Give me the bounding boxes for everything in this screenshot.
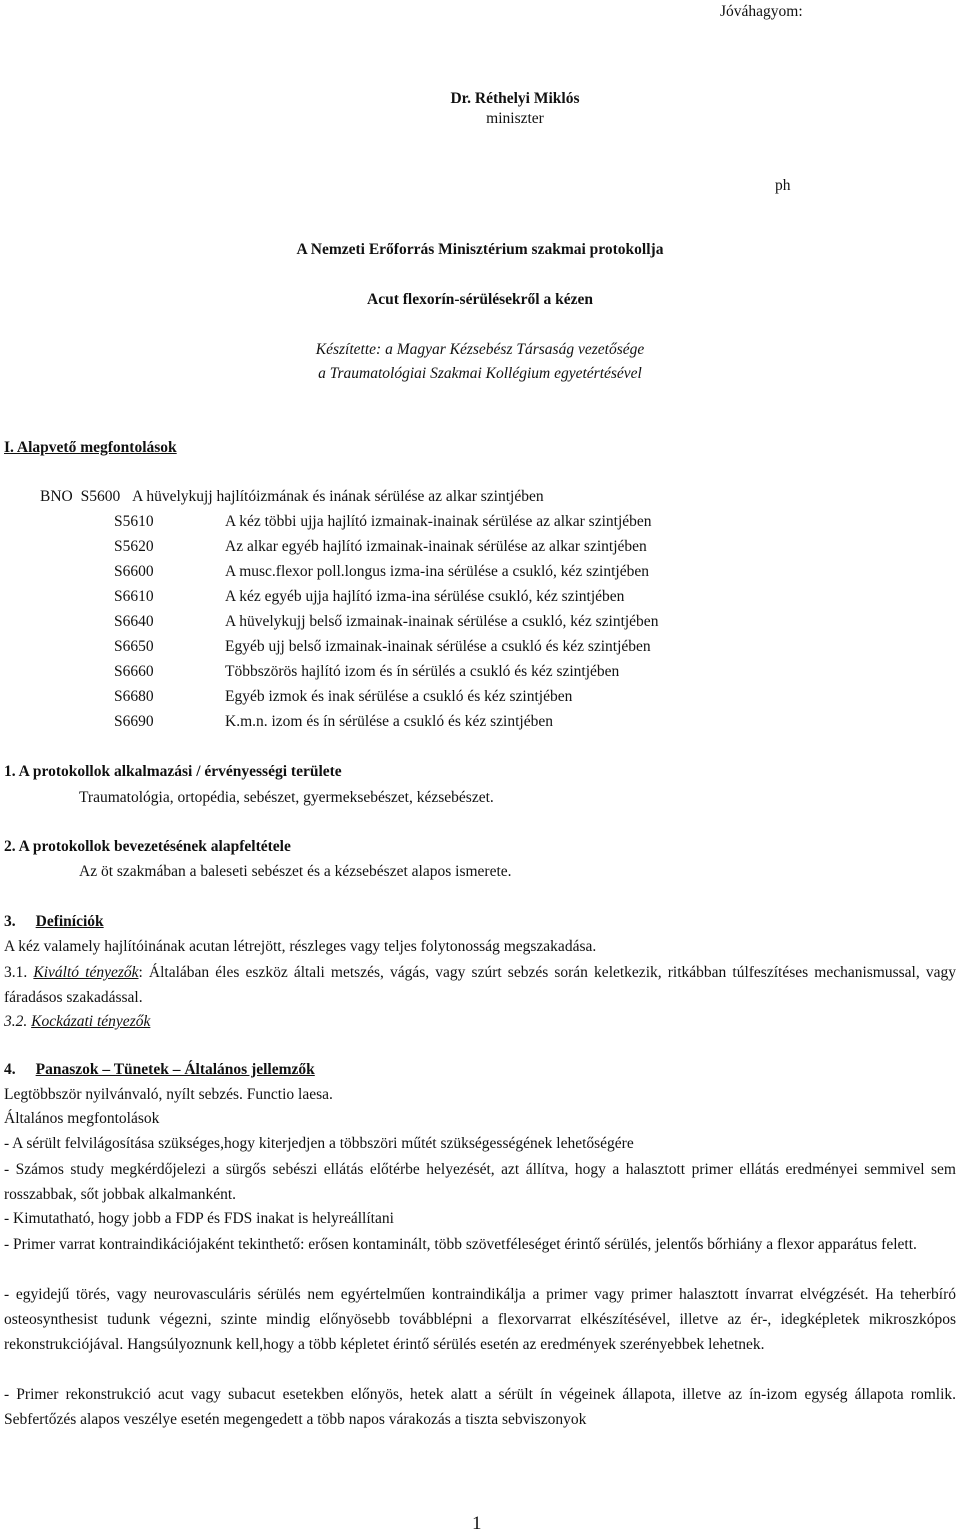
section-1-heading: 1. A protokollok alkalmazási / érvényességi területe <box>4 763 342 780</box>
bno-code: S6660 <box>114 663 154 680</box>
bno-prefix: BNO <box>40 488 73 505</box>
section-2-text: Az öt szakmában a baleseti sebészet és a kézsebészet alapos ismerete. <box>79 863 512 880</box>
bno-code: S5600 <box>80 488 121 505</box>
section-4-line-2: Általános megfontolások <box>4 1110 160 1127</box>
page-number: 1 <box>472 1513 482 1534</box>
bno-first-row <box>40 487 544 507</box>
document-subtitle: Acut flexorín-sérülésekről a kézen <box>367 291 593 308</box>
section-3-number: 3. <box>4 913 16 930</box>
section-3-heading <box>4 912 104 932</box>
bullet-2: - Számos study megkérdőjelezi a sürgős sebészi ellátás előtérbe helyezését, azt állítva, hogy a halasztott primer ellátás eredményei semmivel sem rosszabbak, sőt jobbak alkalmanként. <box>4 1161 956 1203</box>
paragraph-3-2-label: Kockázati tényezők <box>31 1013 151 1030</box>
paragraph-3-2 <box>4 1012 150 1032</box>
bno-description: Többszörös hajlító izom és ín sérülés a csukló és kéz szintjében <box>225 663 620 680</box>
section-3-title: Definíciók <box>35 913 104 930</box>
bullet-4: - Primer varrat kontraindikációjaként tekinthető: erősen kontaminált, több szövetféleséget érintő sérülés, jelentős bőrhiány a flexor apparátus felett. <box>4 1236 917 1253</box>
bullet-3: - Kimutatható, hogy jobb a FDP és FDS inakat is helyreállítani <box>4 1210 394 1227</box>
paragraph-3-1 <box>4 960 956 1010</box>
section-2-heading: 2. A protokollok bevezetésének alapfeltétele <box>4 838 291 855</box>
section-4-title: Panaszok – Tünetek – Általános jellemzők <box>35 1061 315 1078</box>
bno-code: S5620 <box>114 538 154 555</box>
bno-description: K.m.n. izom és ín sérülése a csukló és kéz szintjében <box>225 713 553 730</box>
author-line-2: a Traumatológiai Szakmai Kollégium egyetértésével <box>318 365 642 382</box>
bno-description: Egyéb ujj belső izmainak-inainak sérülése a csukló és kéz szintjében <box>225 638 651 655</box>
bno-code: S6640 <box>114 613 154 630</box>
bno-description: A musc.flexor poll.longus izma-ina sérülése a csukló, kéz szintjében <box>225 563 649 580</box>
section-4-number: 4. <box>4 1061 16 1078</box>
definition-text: A kéz valamely hajlítóinának acutan létrejött, részleges vagy teljes folytonosság megszakadása. <box>4 938 597 955</box>
bullet-5: - egyidejű törés, vagy neurovasculáris sérülés nem egyértelműen kontraindikálja a primer vagy primer halasztott ínvarrat elvégzését. Ha teherbíró osteosynthesist tudunk végezni, szinte mindig előnyösebb továbblépni a flexorvarrat elkészítésével, illetve az ér-, idegképletek mikroszkópos rekonstrukciójával. Hangsúlyoznunk kell,hogy a több képletet érintő sérülés esetén az eredmények szerényebbek lehetnek. <box>4 1286 956 1353</box>
ph-stamp-label: ph <box>775 177 791 194</box>
section-4-heading <box>4 1060 315 1080</box>
bno-description: A hüvelykujj belső izmainak-inainak sérülése a csukló, kéz szintjében <box>225 613 659 630</box>
paragraph-3-2-number: 3.2. <box>4 1013 28 1030</box>
bno-description: A kéz egyéb ujja hajlító izma-ina sérülése csukló, kéz szintjében <box>225 588 625 605</box>
approval-label: Jóváhagyom: <box>720 3 803 20</box>
bullet-6: - Primer rekonstrukció acut vagy subacut esetekben előnyös, hetek alatt a sérült ín végeinek állapota, illetve az ín-izom egység állapota romlik. Sebfertőzés alapos veszélye esetén megengedett a több napos várakozás a tiszta sebviszonyok <box>4 1386 956 1428</box>
bno-code: S6600 <box>114 563 154 580</box>
bno-code: S6680 <box>114 688 154 705</box>
paragraph-3-1-label: Kiváltó tényezők <box>33 964 139 981</box>
paragraph-3-1-number: 3.1. <box>4 964 28 981</box>
author-line-1: Készítette: a Magyar Kézsebész Társaság vezetősége <box>315 341 645 358</box>
bno-description: Egyéb izmok és inak sérülése a csukló és kéz szintjében <box>225 688 573 705</box>
bno-code: S6610 <box>114 588 154 605</box>
section-1-text: Traumatológia, ortopédia, sebészet, gyermeksebészet, kézsebészet. <box>79 789 494 806</box>
section-4-line-1: Legtöbbször nyilvánvaló, nyílt sebzés. Functio laesa. <box>4 1086 333 1103</box>
minister-title: miniszter <box>486 110 544 127</box>
paragraph-3-1-text: : Általában éles eszköz általi metszés, vágás, vagy szúrt sebzés során keletkezik, ritkábban túlfeszítéses mechanismussal, vagy fáradásos szakadással. <box>4 964 956 1006</box>
bno-description: A hüvelykujj hajlítóizmának és inának sérülése az alkar szintjében <box>132 488 544 505</box>
section-i-heading: I. Alapvető megfontolások <box>4 439 177 456</box>
bullet-1: - A sérült felvilágosítása szükséges,hogy kiterjedjen a többszöri műtét szükségességének lehetőségére <box>4 1135 634 1152</box>
bno-code: S5610 <box>114 513 154 530</box>
bno-description: Az alkar egyéb hajlító izmainak-inainak sérülése az alkar szintjében <box>225 538 647 555</box>
bno-code: S6690 <box>114 713 154 730</box>
document-title: A Nemzeti Erőforrás Minisztérium szakmai protokollja <box>296 241 664 258</box>
minister-name: Dr. Réthelyi Miklós <box>450 90 580 107</box>
bno-description: A kéz többi ujja hajlító izmainak-inainak sérülése az alkar szintjében <box>225 513 652 530</box>
bno-code: S6650 <box>114 638 154 655</box>
